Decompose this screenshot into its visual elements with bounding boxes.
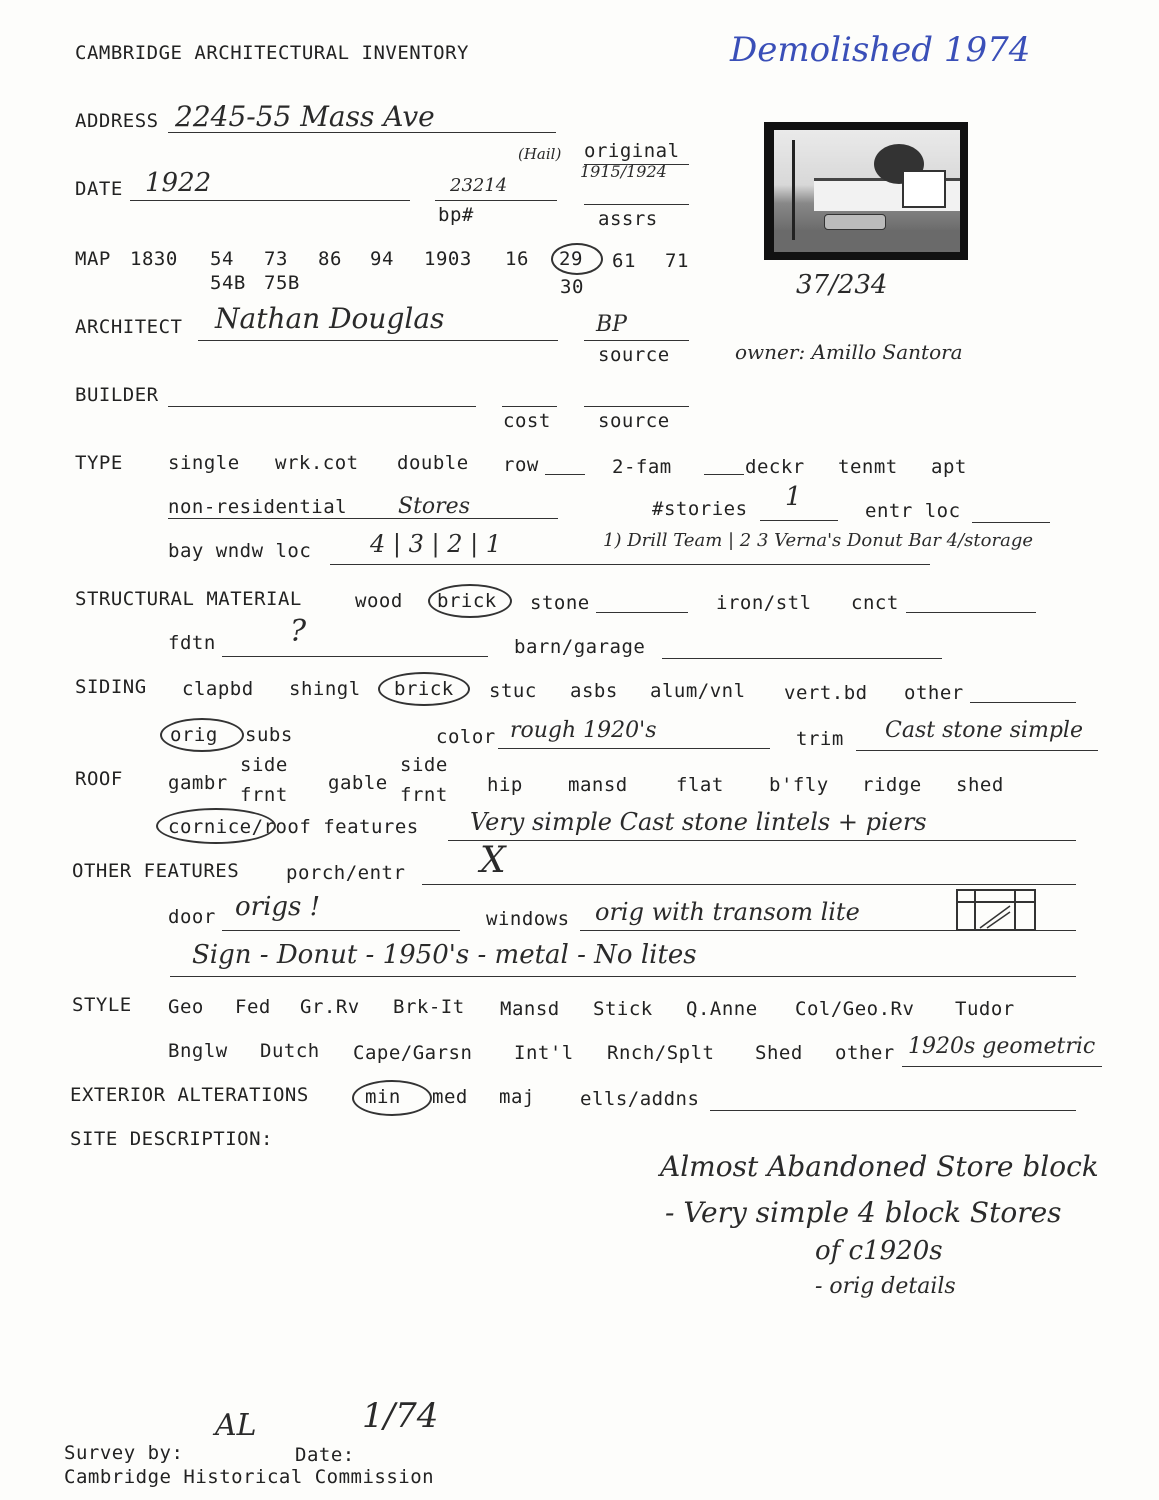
map-year: 86	[318, 248, 342, 270]
trim-label: trim	[796, 728, 844, 750]
type-option: single	[168, 452, 240, 474]
door-label: door	[168, 906, 216, 928]
style-option: Col/Geo.Rv	[795, 998, 915, 1020]
form-title: CAMBRIDGE ARCHITECTURAL INVENTORY	[75, 42, 469, 64]
hail-note: (Hail)	[518, 145, 562, 163]
address-label: ADDRESS	[75, 110, 159, 132]
stories-value: 1	[785, 482, 802, 512]
structural-option: cnct	[851, 592, 899, 614]
architect-source-value: BP	[596, 312, 627, 337]
demolished-note: Demolished 1974	[730, 30, 1031, 70]
color-value: rough 1920's	[510, 718, 657, 743]
windows-value: orig with transom lite	[595, 898, 860, 926]
map-label: MAP	[75, 248, 111, 270]
door-value: origs !	[235, 892, 321, 922]
architect-label: ARCHITECT	[75, 316, 183, 338]
stories-label: #stories	[652, 498, 748, 520]
alteration-option: maj	[499, 1086, 535, 1108]
structural-option: iron/stl	[716, 592, 812, 614]
footer-date-value: 1/74	[362, 1396, 439, 1436]
style-option: Rnch/Splt	[607, 1042, 715, 1064]
roof-side-1: side	[240, 754, 288, 776]
roof-option: b'fly	[769, 774, 829, 796]
bay-value: 4 | 3 | 2 | 1	[370, 530, 502, 558]
style-option: Shed	[755, 1042, 803, 1064]
date-value: 1922	[145, 168, 212, 198]
type-option: double	[397, 452, 469, 474]
trim-value: Cast stone simple	[885, 718, 1083, 743]
style-option: Geo	[168, 996, 204, 1018]
barn-label: barn/garage	[514, 636, 646, 658]
roof-option: gambr	[168, 772, 228, 794]
type-option: apt	[931, 456, 967, 478]
roof-option: gable	[328, 772, 388, 794]
siding-option: shingl	[289, 678, 361, 700]
siding-option: asbs	[570, 680, 618, 702]
map-year: 1903	[424, 248, 472, 270]
assrs-label: assrs	[598, 208, 658, 230]
site-note-4: - orig details	[815, 1274, 956, 1299]
subs-label: subs	[245, 724, 293, 746]
roof-option: flat	[676, 774, 724, 796]
style-option: Gr.Rv	[300, 996, 360, 1018]
roof-option: mansd	[568, 774, 628, 796]
map-year: 94	[370, 248, 394, 270]
survey-label: Survey by:	[64, 1442, 184, 1464]
roof-frnt-1: frnt	[240, 784, 288, 806]
map-year: 61	[612, 250, 636, 272]
siding-option: stuc	[489, 680, 537, 702]
type-option: 2-fam	[612, 456, 672, 478]
date-label: DATE	[75, 178, 123, 200]
structural-option: brick	[437, 590, 497, 612]
bp-value: 23214	[450, 175, 508, 196]
site-note-2: - Very simple 4 block Stores	[665, 1196, 1062, 1229]
site-note-3: of c1920s	[815, 1236, 943, 1266]
footer-date-label: Date:	[295, 1444, 355, 1466]
alteration-option: min	[365, 1086, 401, 1108]
map-year: 1830	[130, 248, 178, 270]
site-note-1: Almost Abandoned Store block	[660, 1150, 1099, 1183]
survey-value: AL	[215, 1408, 257, 1443]
style-option: Dutch	[260, 1040, 320, 1062]
map-year: 71	[665, 250, 689, 272]
style-label: STYLE	[72, 994, 132, 1016]
map-year: 54B	[210, 272, 246, 294]
builder-label: BUILDER	[75, 384, 159, 406]
style-other-value: 1920s geometric	[908, 1034, 1096, 1059]
type-option: deckr	[745, 456, 805, 478]
map-year: 30	[560, 276, 584, 298]
type-label: TYPE	[75, 452, 123, 474]
type-option: tenmt	[838, 456, 898, 478]
structural-option: wood	[355, 590, 403, 612]
map-year: 75B	[264, 272, 300, 294]
roof-side-2: side	[400, 754, 448, 776]
roof-option: hip	[487, 774, 523, 796]
roof-label: ROOF	[75, 768, 123, 790]
alterations-label: EXTERIOR ALTERATIONS	[70, 1084, 309, 1106]
owner-note: owner: Amillo Santora	[735, 340, 963, 364]
map-year: 73	[264, 248, 288, 270]
style-option: Int'l	[514, 1042, 574, 1064]
style-option: Mansd	[500, 998, 560, 1020]
cornice-label: cornice/roof features	[168, 816, 419, 838]
type-option: row	[503, 454, 539, 476]
structural-label: STRUCTURAL MATERIAL	[75, 588, 302, 610]
roof-option: shed	[956, 774, 1004, 796]
map-year: 54	[210, 248, 234, 270]
alteration-option: med	[432, 1086, 468, 1108]
original-label: original	[584, 140, 680, 162]
siding-option: clapbd	[182, 678, 254, 700]
style-option: Bnglw	[168, 1040, 228, 1062]
architect-value: Nathan Douglas	[215, 302, 445, 335]
site-label: SITE DESCRIPTION:	[70, 1128, 273, 1150]
photo-caption: 37/234	[796, 270, 888, 300]
siding-option: alum/vnl	[650, 680, 746, 702]
siding-option: other	[904, 682, 964, 704]
windows-label: windows	[486, 908, 570, 930]
bp-label: bp#	[438, 204, 474, 226]
entr-loc-label: entr loc	[865, 500, 961, 522]
builder-source-label: source	[598, 410, 670, 432]
porch-label: porch/entr	[286, 862, 406, 884]
cornice-value: Very simple Cast stone lintels + piers	[470, 808, 927, 836]
color-label: color	[436, 726, 496, 748]
style-option: Q.Anne	[686, 998, 758, 1020]
style-option: Fed	[235, 996, 271, 1018]
fdtn-value: ?	[290, 614, 307, 649]
map-year: 16	[505, 248, 529, 270]
type-option: wrk.cot	[275, 452, 359, 474]
orig-label: orig	[170, 724, 218, 746]
style-option: Tudor	[955, 998, 1015, 1020]
architect-source-label: source	[598, 344, 670, 366]
map-year: 29	[559, 248, 583, 270]
building-photo	[764, 122, 968, 260]
window-sketch-icon	[955, 888, 1037, 932]
ells-label: ells/addns	[580, 1088, 700, 1110]
style-option: Stick	[593, 998, 653, 1020]
siding-option: vert.bd	[784, 682, 868, 704]
style-option: Brk-It	[393, 996, 465, 1018]
sign-note: Sign - Donut - 1950's - metal - No lites	[192, 940, 697, 970]
structural-option: stone	[530, 592, 590, 614]
style-other-label: other	[835, 1042, 895, 1064]
siding-label: SIDING	[75, 676, 147, 698]
roof-option: ridge	[862, 774, 922, 796]
bay-label: bay wndw loc	[168, 540, 312, 562]
original-value: 1915/1924	[580, 162, 667, 181]
other-features-label: OTHER FEATURES	[72, 860, 240, 882]
commission-name: Cambridge Historical Commission	[64, 1466, 435, 1488]
nonres-value: Stores	[398, 494, 470, 519]
style-option: Cape/Garsn	[353, 1042, 473, 1064]
address-value: 2245-55 Mass Ave	[175, 100, 435, 133]
cost-label: cost	[503, 410, 551, 432]
fdtn-label: fdtn	[168, 632, 216, 654]
nonres-label: non-residential	[168, 496, 348, 518]
roof-frnt-2: frnt	[400, 784, 448, 806]
siding-option: brick	[394, 678, 454, 700]
porch-value: X	[480, 840, 506, 881]
bay-note: 1) Drill Team | 2 3 Verna's Donut Bar 4/storage	[603, 530, 1034, 551]
